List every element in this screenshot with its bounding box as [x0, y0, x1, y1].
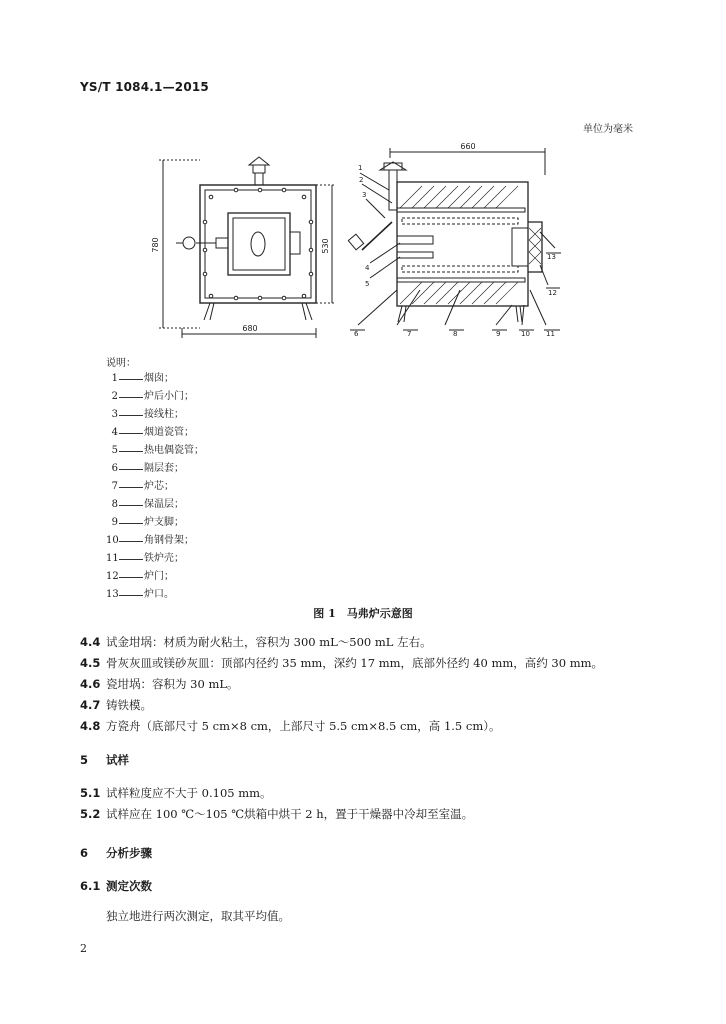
callout-11: 11: [546, 330, 555, 338]
legend-text: 角钢骨架；: [144, 535, 194, 546]
legend-dash: [119, 586, 143, 596]
legend-dash: [119, 406, 143, 416]
muffle-furnace-figure: [0, 0, 726, 350]
legend-text: 保温层；: [144, 499, 184, 510]
item-4-7: 4.7 铸铁模。: [80, 698, 152, 712]
legend-item: [106, 460, 204, 478]
callout-2: 2: [359, 176, 364, 184]
legend-number: 2: [111, 391, 118, 402]
section-6-heading: 6 分析步骤: [80, 846, 152, 860]
page-number: 2: [80, 942, 87, 955]
dim-780: 780: [151, 237, 160, 253]
legend-text: 炉后小门；: [144, 391, 194, 402]
front-view: [151, 157, 336, 338]
legend-number: 5: [111, 445, 118, 456]
legend-number: 11: [106, 553, 119, 564]
legend-item: [106, 532, 204, 550]
legend-dash: [119, 532, 143, 542]
section-6-1-paragraph: 独立地进行两次测定，取其平均值。: [106, 909, 290, 923]
legend-item: [106, 514, 204, 532]
legend-item: [106, 568, 204, 586]
section-view: [348, 142, 561, 330]
legend-dash: [119, 550, 143, 560]
legend-number: 6: [111, 463, 118, 474]
legend-title: 说明：: [106, 358, 136, 369]
legend-number: 4: [111, 427, 118, 438]
legend-text: 烟道瓷管；: [144, 427, 194, 438]
legend-dash: [119, 424, 143, 434]
legend-text: 烟囱；: [144, 373, 174, 384]
legend-dash: [119, 514, 143, 524]
dim-530: 530: [321, 238, 330, 254]
item-4-8: 4.8 方瓷舟（底部尺寸 5 cm×8 cm，上部尺寸 5.5 cm×8.5 cm，高 1.5 cm）。: [80, 719, 501, 733]
legend-text: 铁炉壳；: [144, 553, 184, 564]
dim-680: 680: [242, 324, 258, 333]
legend-number: 9: [111, 517, 118, 528]
legend-item: [106, 406, 204, 424]
figure-legend: [106, 370, 204, 604]
legend-item: [106, 496, 204, 514]
figure-caption: 图 1 马弗炉示意图: [313, 607, 413, 620]
section-6-1-heading: 6.1 测定次数: [80, 879, 152, 893]
legend-item: [106, 550, 204, 568]
legend-number: 10: [106, 535, 119, 546]
legend-dash: [119, 370, 143, 380]
legend-item: [106, 424, 204, 442]
legend-dash: [119, 460, 143, 470]
callout-8: 8: [453, 330, 458, 338]
legend-number: 8: [111, 499, 118, 510]
legend-text: 炉芯；: [144, 481, 174, 492]
callout-6: 6: [354, 330, 359, 338]
item-4-5: 4.5 骨灰灰皿或镁砂灰皿：顶部内径约 35 mm，深约 17 mm，底部外径约 40 mm，高约 30 mm。: [80, 656, 604, 670]
legend-text: 隔层套；: [144, 463, 184, 474]
legend-dash: [119, 478, 143, 488]
callout-12: 12: [548, 289, 557, 297]
legend-text: 炉口。: [144, 589, 174, 600]
legend-text: 炉门；: [144, 571, 174, 582]
callout-10: 10: [521, 330, 530, 338]
unit-note: 单位为毫米: [583, 124, 633, 135]
legend-text: 热电偶瓷管；: [144, 445, 204, 456]
legend-item: [106, 370, 204, 388]
legend-item: [106, 442, 204, 460]
legend-number: 13: [106, 589, 119, 600]
legend-text: 接线柱；: [144, 409, 184, 420]
legend-item: [106, 388, 204, 406]
item-4-6: 4.6 瓷坩埚：容积为 30 mL。: [80, 677, 239, 691]
legend-item: [106, 586, 204, 604]
callout-5: 5: [365, 280, 370, 288]
section-5-heading: 5 试样: [80, 753, 129, 767]
dim-660: 660: [460, 142, 476, 151]
legend-number: 7: [111, 481, 118, 492]
callout-9: 9: [496, 330, 501, 338]
legend-item: [106, 478, 204, 496]
callout-3: 3: [362, 191, 367, 199]
legend-number: 3: [111, 409, 118, 420]
item-5-2: 5.2 试样应在 100 ℃～105 ℃烘箱中烘干 2 h，置于干燥器中冷却至室温。: [80, 807, 474, 821]
legend-number: 1: [111, 373, 118, 384]
item-4-4: 4.4 试金坩埚：材质为耐火粘土，容积为 300 mL～500 mL 左右。: [80, 635, 432, 649]
callout-1: 1: [358, 164, 363, 172]
legend-dash: [119, 388, 143, 398]
legend-number: 12: [106, 571, 119, 582]
legend-text: 炉支脚；: [144, 517, 184, 528]
callout-13: 13: [547, 253, 556, 261]
standard-code: YS/T 1084.1—2015: [80, 80, 209, 94]
legend-dash: [119, 568, 143, 578]
callout-4: 4: [365, 264, 370, 272]
item-5-1: 5.1 试样粒度应不大于 0.105 mm。: [80, 786, 272, 800]
legend-dash: [119, 496, 143, 506]
legend-dash: [119, 442, 143, 452]
callout-7: 7: [407, 330, 412, 338]
